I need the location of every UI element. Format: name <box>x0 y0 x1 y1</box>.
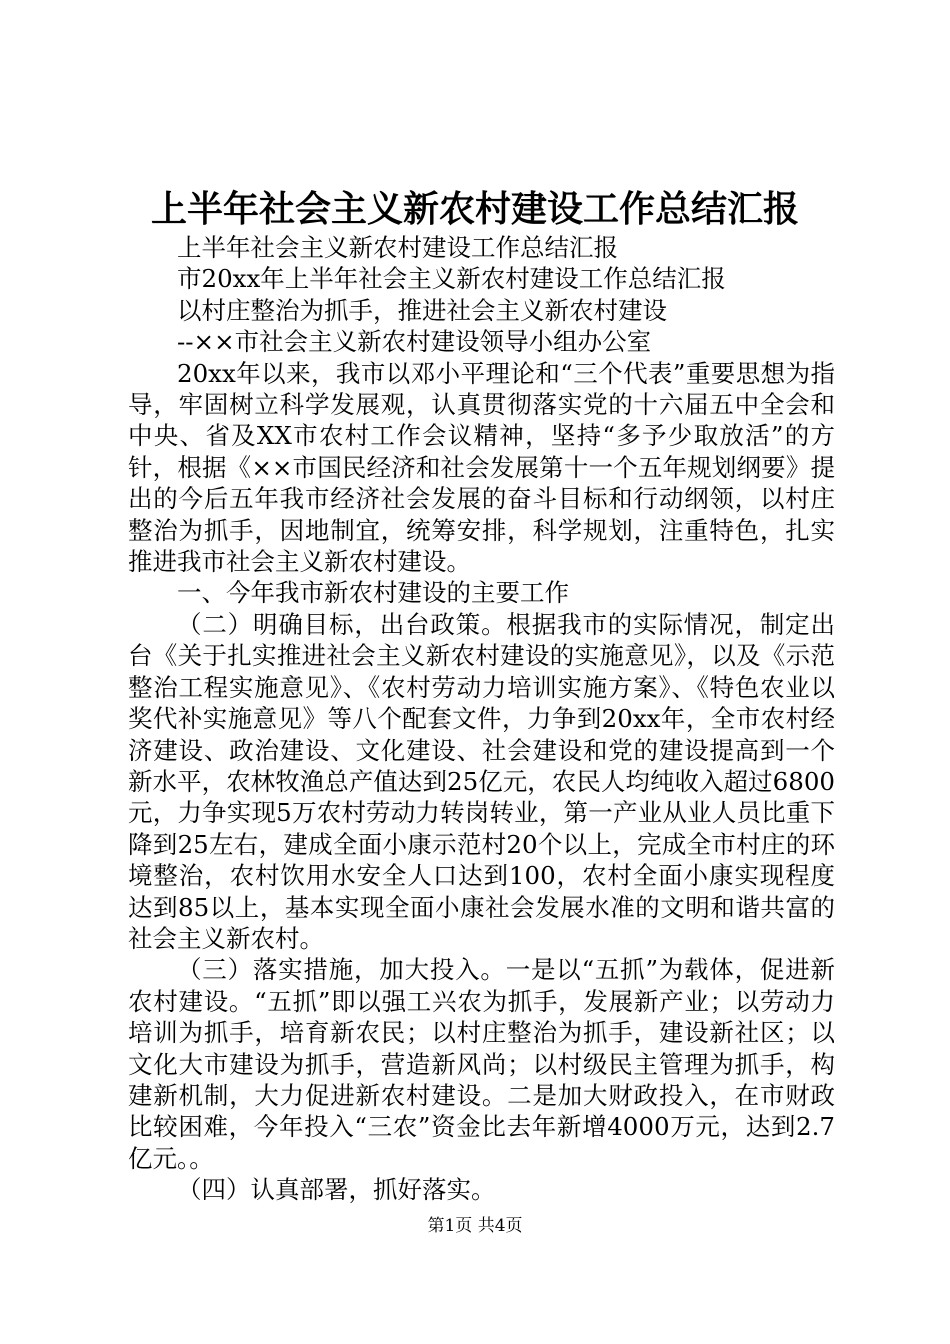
intro-paragraph: 20xx年以来，我市以邓小平理论和“三个代表”重要思想为指导，牢固树立科学发展观，认真贯彻落实党的十六届五中全会和中央、省及XX市农村工作会议精神，坚持“多予少取放活”的方针，根据《××市国民经济和社会发展第十一个五年规划纲要》提出的今后五年我市经济社会发展的奋斗目标和行动纲领，以村庄整治为抓手，因地制宜，统筹安排，科学规划，注重特色，扎实推进我市社会主义新农村建设。 <box>128 358 835 577</box>
subtitle-line-3: 以村庄整治为抓手，推进社会主义新农村建设 <box>177 295 667 325</box>
paragraph-section-3: （三）落实措施，加大投入。一是以“五抓”为载体，促进新农村建设。“五抓”即以强工兴农为抓手，发展新产业；以劳动力培训为抓手，培育新农民；以村庄整治为抓手，建设新社区；以文化大市建设为抓手，营造新风尚；以村级民主管理为抓手，构建新机制，大力促进新农村建设。二是加大财政投入，在市财政比较困难，今年投入“三农”资金比去年新增4000万元，达到2.7亿元。。 <box>128 955 835 1173</box>
document-body <box>128 232 835 1206</box>
issuer-line: --××市社会主义新农村建设领导小组办公室 <box>177 327 652 357</box>
section-heading: 一、今年我市新农村建设的主要工作 <box>177 578 569 608</box>
paragraph-section-4: （四）认真部署，抓好落实。 <box>177 1175 496 1205</box>
page-footer: 第1页 共4页 <box>427 1216 523 1236</box>
document-title: 上半年社会主义新农村建设工作总结汇报 <box>150 188 799 230</box>
subtitle-line-1: 上半年社会主义新农村建设工作总结汇报 <box>177 233 618 262</box>
paragraph-section-2: （二）明确目标，出台政策。根据我市的实际情况，制定出台《关于扎实推进社会主义新农村建设的实施意见》，以及《示范整治工程实施意见》、《农村劳动力培训实施方案》、《特色农业以奖代补实施意见》等八个配套文件，力争到20xx年，全市农村经济建设、政治建设、文化建设、社会建设和党的建设提高到一个新水平，农林牧渔总产值达到25亿元，农民人均纯收入超过6800元，力争实现5万农村劳动力转岗转业，第一产业从业人员比重下降到25左右，建成全面小康示范村20个以上，完成全市村庄的环境整治，农村饮用水安全人口达到100，农村全面小康实现程度达到85以上，基本实现全面小康社会发展水准的文明和谐共富的社会主义新农村。 <box>128 609 835 953</box>
subtitle-line-2: 市20xx年上半年社会主义新农村建设工作总结汇报 <box>177 264 726 294</box>
